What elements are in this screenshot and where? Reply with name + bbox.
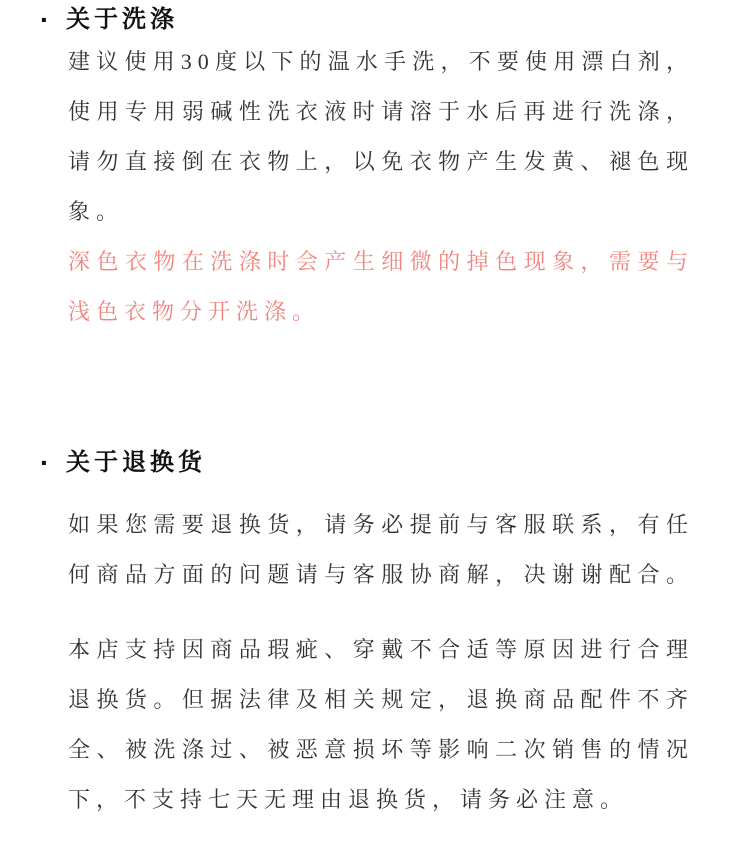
text-line: 请勿直接倒在衣物上，以免衣物产生发黄、褪色现 bbox=[68, 149, 694, 174]
contact-service-paragraph bbox=[68, 500, 694, 600]
color-fading-warning-paragraph bbox=[68, 237, 694, 337]
washing-instructions-paragraph bbox=[68, 37, 694, 237]
section-washing bbox=[0, 0, 750, 337]
section-title-washing bbox=[40, 0, 750, 36]
text-line: 何商品方面的问题请与客服协商解，决谢谢配合。 bbox=[68, 562, 694, 587]
text-line: 如果您需要退换货，请务必提前与客服联系，有任 bbox=[68, 512, 694, 537]
warning-text-line: 深色衣物在洗涤时会产生细微的掉色现象，需要与 bbox=[68, 249, 694, 274]
text-line: 退换货。但据法律及相关规定，退换商品配件不齐 bbox=[68, 687, 694, 712]
bullet-icon: · bbox=[40, 447, 50, 478]
section-returns bbox=[0, 447, 750, 825]
section-title-returns bbox=[40, 447, 750, 479]
section-title-text: 关于洗涤 bbox=[66, 6, 178, 33]
text-line: 下，不支持七天无理由退换货，请务必注意。 bbox=[68, 787, 629, 812]
return-policy-paragraph bbox=[68, 625, 694, 825]
text-line: 全、被洗涤过、被恶意损坏等影响二次销售的情况 bbox=[68, 737, 694, 762]
text-line: 本店支持因商品瑕疵、穿戴不合适等原因进行合理 bbox=[68, 637, 694, 662]
section-title-text: 关于退换货 bbox=[66, 449, 206, 476]
warning-text-line: 浅色衣物分开洗涤。 bbox=[68, 299, 321, 324]
text-line: 建议使用30度以下的温水手洗，不要使用漂白剂， bbox=[68, 49, 694, 74]
bullet-icon: · bbox=[40, 4, 50, 35]
text-line: 使用专用弱碱性洗衣液时请溶于水后再进行洗涤， bbox=[68, 99, 694, 124]
text-line: 象。 bbox=[68, 199, 125, 224]
